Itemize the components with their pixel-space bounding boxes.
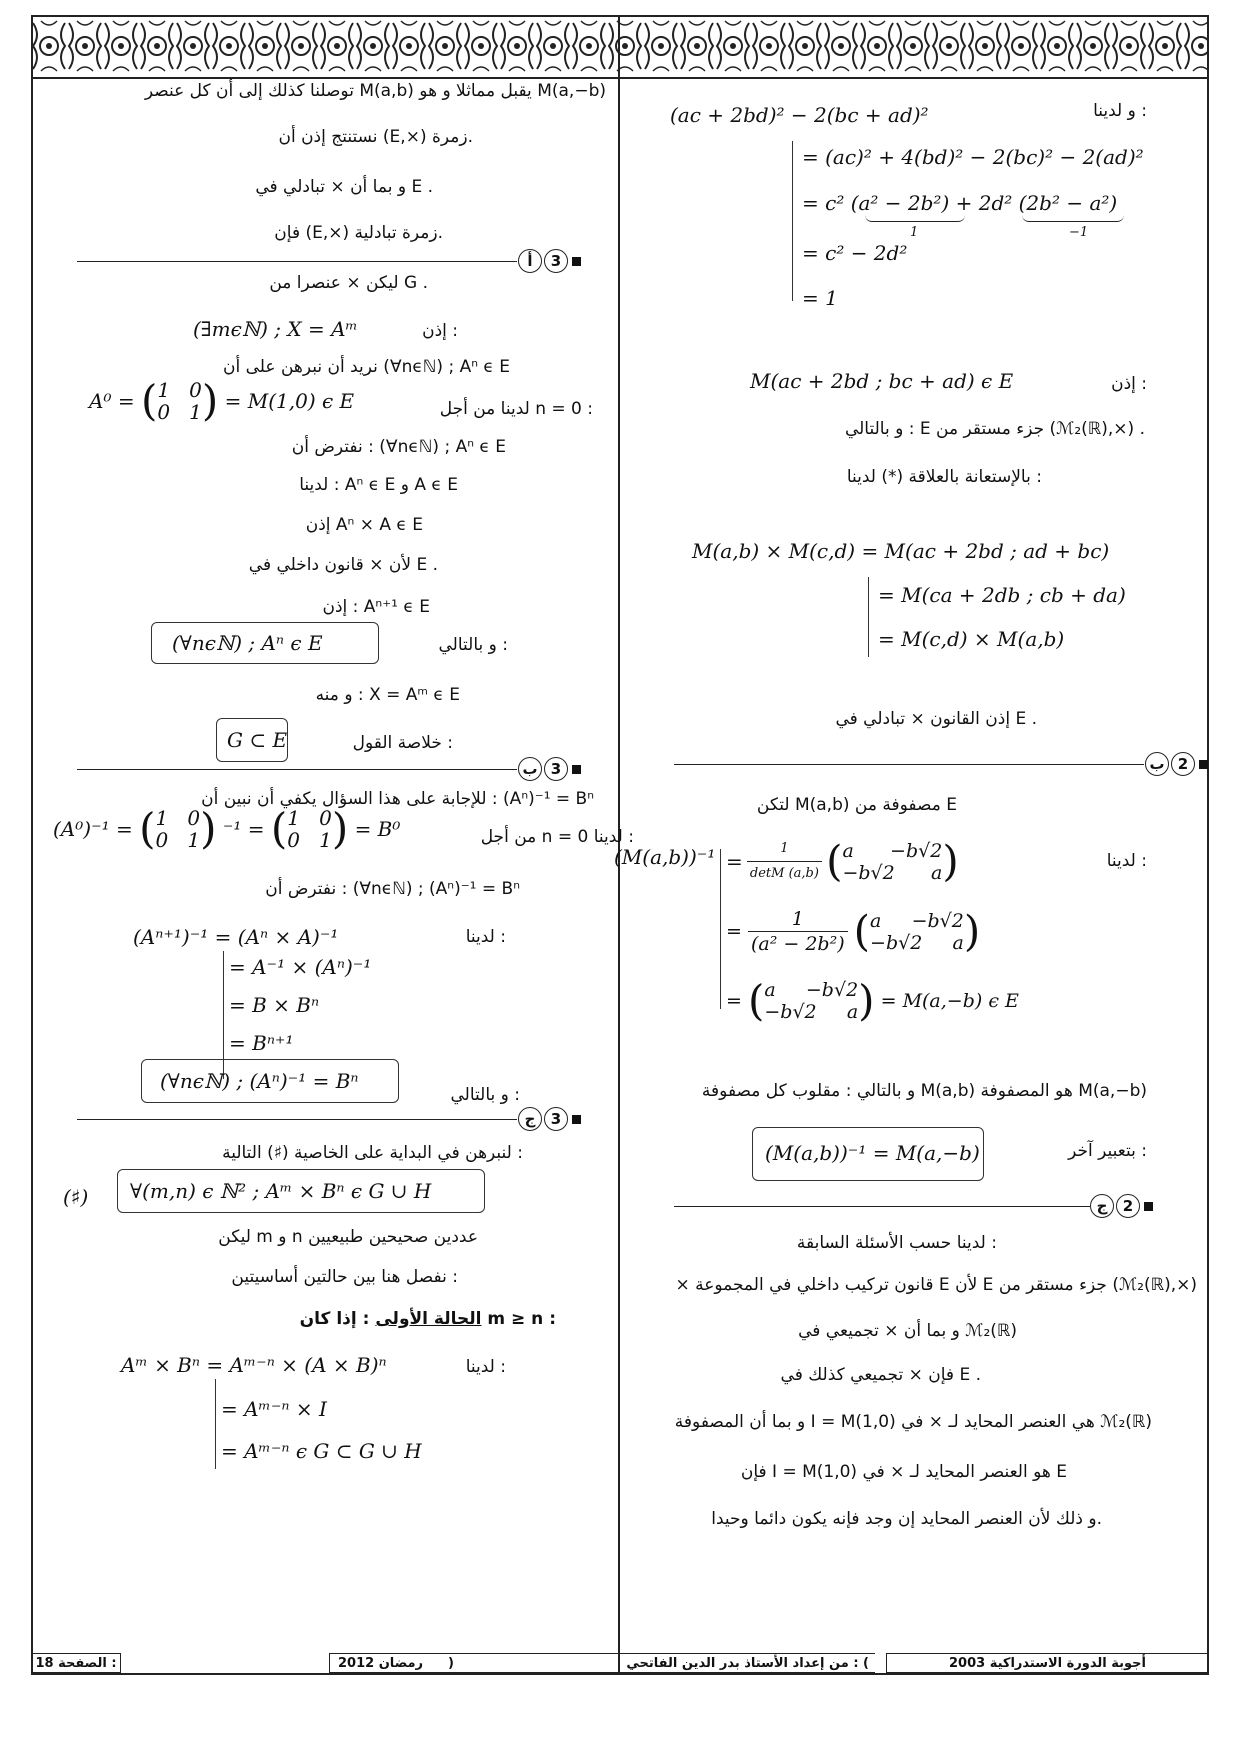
l20-label: لدينا : (465, 927, 506, 947)
matrix-entry: a (952, 931, 964, 954)
l4-text: فإن (E,×) زمرة تبادلية. (274, 223, 443, 243)
l7-text: نريد أن نبرهن على أن (∀nϵℕ) ; Aⁿ ϵ E (223, 357, 510, 377)
left-column (33, 79, 634, 1669)
fraction-numerator: 1 (748, 907, 848, 932)
l24-box-expr: (∀nϵℕ) ; (Aⁿ)⁻¹ = Bⁿ (160, 1069, 359, 1093)
l6-expr: (∃mϵℕ) ; X = Aᵐ (193, 317, 358, 341)
matrix-entry: 0 (319, 806, 332, 830)
matrix-entry: −b√2 (805, 979, 859, 1001)
r15-fraction: = $\frac{1}{\text{(a² − 2b²)}}$ ( a −b√2 −b√2 a ) (726, 906, 981, 956)
matrix-entry: 1 (157, 378, 171, 402)
series-cell (886, 1653, 1209, 1673)
section-rule (674, 1206, 1090, 1207)
r13-text: لتكن M(a,b) مصفوفة من E (756, 795, 957, 815)
r4-expr: = c² − 2d² (802, 241, 908, 265)
r18-label: بتعبير آخر : (1068, 1141, 1147, 1161)
matrix-entry: 1 (319, 828, 332, 852)
section-number: 2 (1116, 1194, 1140, 1218)
r19-text: لدينا حسب الأسئلة السابقة : (796, 1233, 997, 1253)
l10-text: لدينا : Aⁿ ϵ E و A ϵ E (299, 475, 458, 495)
l21-expr: = A⁻¹ × (Aⁿ)⁻¹ (229, 955, 372, 979)
l30-expr: Aᵐ × Bⁿ = Aᵐ⁻ⁿ × (A × B)ⁿ (121, 1353, 387, 1377)
section-number: 3 (544, 757, 568, 781)
r11-expr: = M(c,d) × M(a,b) (878, 627, 1065, 651)
r10-expr: = M(ca + 2db ; cb + da) (878, 583, 1126, 607)
section-number: 2 (1171, 752, 1195, 776)
l18-mid: ⁻¹ = (222, 817, 265, 841)
matrix-entry: −b√2 (842, 861, 895, 884)
matrix-entry: 0 (155, 828, 169, 852)
l25-text: لنبرهن في البداية على الخاصية (♯) التالية : (222, 1143, 523, 1163)
l8-lhs: A⁰ = (89, 389, 135, 413)
l12-text: لأن × قانون داخلي في E . (248, 555, 438, 575)
footer (31, 1653, 1209, 1675)
matrix-entry: −b√2 (870, 931, 923, 954)
r23-text: و بما أن المصفوفة I = M(1,0) هي العنصر المحايد لـ × في ℳ₂(ℝ) (674, 1412, 1152, 1432)
r24-text: فإن I = M(1,0) هو العنصر المحايد لـ × في E (740, 1462, 1067, 1482)
series-label: أجوبة الدورة الاستدراكية 2003 (948, 1656, 1147, 1671)
l9-text: نفترض أن : (∀nϵℕ) ; Aⁿ ϵ E (291, 437, 506, 457)
decorative-border (31, 15, 1209, 79)
l16-label: خلاصة القول : (352, 733, 453, 753)
matrix-entry: a (870, 909, 882, 932)
r12-text: إذن القانون × تبادلي في E . (835, 709, 1037, 729)
r18-box-expr: (M(a,b))⁻¹ = M(a,−b) (765, 1141, 980, 1165)
matrix-entry: 1 (187, 828, 201, 852)
l26-box-expr: ∀(m,n) ϵ ℕ² ; Aᵐ × Bⁿ ϵ G ∪ H (130, 1179, 432, 1203)
matrix-entry: a (931, 861, 943, 884)
matrix-entry: 0 (287, 828, 300, 852)
section-number: 3 (544, 249, 568, 273)
l2-text: نستنتج إذن أن (E,×) زمرة. (278, 127, 473, 147)
bullet-square-icon (572, 257, 581, 266)
section-3c-marker (517, 1107, 581, 1131)
author-cell (329, 1653, 875, 1673)
r14-label: لدينا : (1106, 851, 1147, 871)
r1-label: و لدينا : (1093, 101, 1147, 121)
matrix-entry: 1 (287, 806, 300, 830)
section-letter: أ (518, 249, 542, 273)
section-3b-marker (517, 757, 581, 781)
matrix-entry: a (846, 1001, 859, 1023)
fraction-denominator: detM (a,b) (749, 866, 819, 881)
l11-text: إذن Aⁿ × A ϵ E (305, 515, 423, 535)
underbrace-1-label: 1 (910, 225, 919, 240)
l28-text: نفصل هنا بين حالتين أساسيتين : (231, 1267, 458, 1287)
l19-text: نفترض أن : (∀nϵℕ) ; (Aⁿ)⁻¹ = Bⁿ (265, 879, 520, 899)
l8-expr: A⁰ = ( 1 0 0 1 ) = M(1,0) ϵ E (89, 376, 355, 425)
r16-tail: = M(a,−b) ϵ E (880, 990, 1019, 1012)
r17-text: و بالتالي : مقلوب كل مصفوفة M(a,b) هو المصفوفة M(a,−b) (701, 1081, 1147, 1101)
matrix-entry: −b√2 (890, 839, 943, 862)
section-rule (674, 764, 1144, 765)
r16-expr: = ( a −b√2 −b√2 a ) = M(a,−b) ϵ E (726, 976, 1019, 1025)
matrix-entry: a (842, 839, 854, 862)
bullet-square-icon (572, 765, 581, 774)
l18-rhs: = B⁰ (354, 817, 401, 841)
matrix-entry: −b√2 (764, 1001, 817, 1023)
underbrace-2-label: −1 (1069, 225, 1089, 240)
section-rule (77, 261, 517, 262)
section-letter: ب (518, 757, 542, 781)
r2-expr: = (ac)² + 4(bd)² − 2(bc)² − 2(ad)² (802, 145, 1144, 169)
l30-label: لدينا : (465, 1357, 506, 1377)
r21-text: و بما أن × تجميعي في ℳ₂(ℝ) (798, 1321, 1017, 1341)
section-3a-marker (517, 249, 581, 273)
matrix-entry: a (764, 979, 776, 1001)
equation-bar (868, 577, 869, 657)
bullet-square-icon (572, 1115, 581, 1124)
l24-label: و بالتالي : (450, 1085, 520, 1105)
l14-box-expr: (∀nϵℕ) ; Aⁿ ϵ E (172, 631, 323, 655)
l3-text: و بما أن × تبادلي في E . (255, 177, 433, 197)
ornament-border-graphic (31, 15, 1209, 77)
author-label: من إعداد الأستاذ بدر الدين الفاتحي : ( (626, 1656, 869, 1671)
month-label: رمضان 2012 (338, 1656, 424, 1671)
bullet-square-icon (1144, 1202, 1153, 1211)
section-2c-marker (1089, 1194, 1153, 1218)
matrix-entry: −b√2 (911, 909, 964, 932)
equation-bar (720, 849, 721, 1009)
l14-label: و بالتالي : (438, 635, 508, 655)
matrix-entry: 1 (189, 400, 202, 424)
r22-text: فإن × تجميعي كذلك في E . (780, 1365, 981, 1385)
result-box (141, 1059, 399, 1103)
fraction-numerator: 1 (747, 837, 822, 862)
fraction-denominator: (a² − 2b²) (750, 933, 845, 955)
l20-expr: (Aⁿ⁺¹)⁻¹ = (Aⁿ × A)⁻¹ (133, 925, 339, 949)
r3-expr: = c² (a² − 2b²) + 2d² (2b² − a²) (802, 191, 1118, 215)
r6-label: إذن : (1111, 374, 1147, 394)
page-number-cell (31, 1653, 121, 1673)
section-letter: ج (518, 1107, 542, 1131)
bullet-square-icon (1199, 760, 1208, 769)
r14-lhs: (M(a,b))⁻¹ (614, 845, 716, 869)
l5-text: ليكن × عنصرا من G . (269, 273, 428, 293)
l8-label: لدينا من أجل n = 0 : (439, 399, 593, 419)
r20-text: × قانون تركيب داخلي في المجموعة E لأن E جزء مستقر من (ℳ₂(ℝ),×) (675, 1275, 1197, 1295)
page-number: 18 (35, 1656, 54, 1671)
r25-text: و ذلك لأن العنصر المحايد إن وجد فإنه يكون دائما وحيدا. (711, 1509, 1102, 1529)
section-letter: ب (1145, 752, 1169, 776)
r8-text: بالإستعانة بالعلاقة (*) لدينا : (846, 467, 1042, 487)
l13-text: إذن : Aⁿ⁺¹ ϵ E (322, 597, 430, 617)
l1-text: توصلنا كذلك إلى أن كل عنصر M(a,b) يقبل مماثلا و هو M(a,−b) (144, 81, 606, 101)
l23-expr: = Bⁿ⁺¹ (229, 1031, 294, 1055)
case-heading: الحالة الأولى (375, 1309, 482, 1329)
l18-lhs: (A⁰)⁻¹ = (53, 817, 133, 841)
result-box (216, 718, 288, 762)
section-2b-marker (1144, 752, 1208, 776)
right-column (614, 79, 1207, 1669)
l18-label: من أجل n = 0 لدينا : (480, 827, 634, 847)
l27-text: ليكن m و n عددين صحيحين طبيعيين (218, 1227, 478, 1247)
section-rule (77, 769, 517, 770)
result-box (117, 1169, 485, 1213)
l29-text (300, 1307, 556, 1331)
result-box (752, 1127, 984, 1181)
matrix-entry: 0 (189, 378, 202, 402)
l26-tag: (♯) (63, 1185, 89, 1209)
r6-expr: M(ac + 2bd ; bc + ad) ϵ E (750, 369, 1014, 393)
l16-box-expr: G ⊂ E (227, 728, 288, 752)
paren-close: ) (448, 1656, 454, 1671)
l32-expr: = Aᵐ⁻ⁿ ϵ G ⊂ G ∪ H (221, 1439, 422, 1463)
l18-expr: (A⁰)⁻¹ = ( 1 0 0 1 ) ⁻¹ = ( 1 0 0 1 ) = B⁰ (53, 804, 401, 853)
r9-expr: M(a,b) × M(c,d) = M(ac + 2bd ; ad + bc) (692, 539, 1110, 563)
l6-label: إذن : (422, 321, 458, 341)
equation-bar (792, 141, 793, 301)
r7-text: و بالتالي : E جزء مستقر من (ℳ₂(ℝ),×) . (844, 419, 1145, 439)
section-rule (77, 1119, 517, 1120)
matrix-entry: 1 (155, 806, 169, 830)
result-box (151, 622, 379, 664)
r14-fraction: = $\frac{1}{\det M (a,b)}$ ( a −b√2 −b√2 a ) (726, 836, 959, 886)
r1-expr: (ac + 2bd)² − 2(bc + ad)² (670, 103, 929, 127)
section-letter: ج (1090, 1194, 1114, 1218)
l22-expr: = B × Bⁿ (229, 993, 320, 1017)
matrix-entry: 0 (157, 400, 171, 424)
page-label: الصفحة : (58, 1656, 117, 1671)
matrix-entry: 0 (187, 806, 201, 830)
l31-expr: = Aᵐ⁻ⁿ × I (221, 1397, 327, 1421)
case-condition: : إذا كان m ≥ n : (299, 1309, 556, 1329)
l15-text: و منه : X = Aᵐ ϵ E (315, 685, 460, 705)
equation-bar (215, 1379, 216, 1469)
l8-rhs: = M(1,0) ϵ E (224, 389, 355, 413)
l17-text: للإجابة على هذا السؤال يكفي أن نبين أن : (Aⁿ)⁻¹ = Bⁿ (201, 789, 594, 809)
r5-expr: = 1 (802, 286, 838, 310)
section-number: 3 (544, 1107, 568, 1131)
